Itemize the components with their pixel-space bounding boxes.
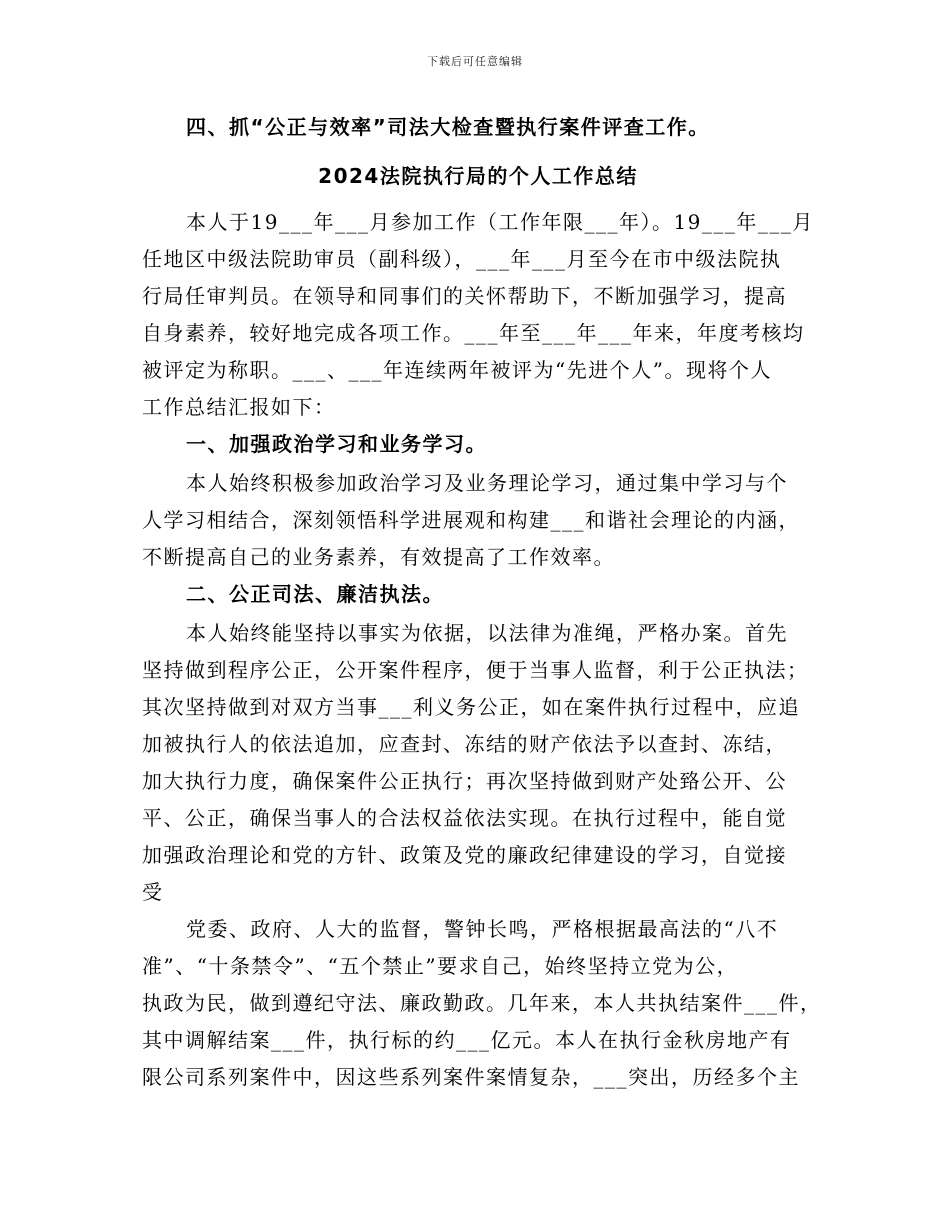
body-line: 其中调解结案___件，执行标的约___亿元。本人在执行金秋房地产有 — [142, 1028, 792, 1052]
body-line: 本人始终能坚持以事实为依据，以法律为准绳，严格办案。首先 — [186, 621, 788, 645]
body-line: 自身素养，较好地完成各项工作。___年至___年___年来，年度考核均 — [142, 321, 805, 345]
body-line: 其次坚持做到对双方当事___利义务公正，如在案件执行过程中，应追 — [142, 695, 800, 719]
body-line: 坚持做到程序公正，公开案件程序，便于当事人监督，利于公正执法； — [142, 658, 809, 682]
page-header: 下载后可任意编辑 — [427, 55, 523, 68]
section-one-heading: 一、加强政治学习和业务学习。 — [186, 432, 487, 456]
body-line: 加被执行人的依法追加，应查封、冻结的财产依法予以查封、冻结， — [142, 732, 787, 756]
body-line: 工作总结汇报如下： — [142, 395, 336, 419]
body-line: 行局任审判员。在领导和同事们的关怀帮助下，不断加强学习，提高 — [142, 284, 787, 308]
document-title: 2024法院执行局的个人工作总结 — [318, 164, 638, 188]
body-line: 执政为民，做到遵纪守法、廉政勤政。几年来，本人共执结案件___件， — [142, 991, 822, 1015]
body-line: 党委、政府、人大的监督，警钟长鸣，严格根据最高法的“八不 — [186, 917, 779, 941]
body-line: 平、公正，确保当事人的合法权益依法实现。在执行过程中，能自觉 — [142, 806, 787, 830]
section-four-heading: 四、抓“公正与效率”司法大检查暨执行案件评查工作。 — [186, 115, 710, 139]
body-line: 不断提高自己的业务素养，有效提高了工作效率。 — [142, 545, 615, 569]
section-two-heading: 二、公正司法、廉洁执法。 — [186, 582, 444, 606]
body-line: 加大执行力度，确保案件公正执行；再次坚持做到财产处臵公开、公 — [142, 769, 787, 793]
body-line: 被评定为称职。___、___年连续两年被评为“先进个人”。现将个人 — [142, 358, 772, 382]
body-line: 人学习相结合，深刻领悟科学进展观和构建___和谐社会理论的内涵， — [142, 508, 800, 532]
body-line: 任地区中级法院助审员（副科级），___年___月至今在市中级法院执 — [142, 247, 782, 271]
body-line: 加强政治理论和党的方针、政策及党的廉政纪律建设的学习，自觉接 — [142, 843, 787, 867]
body-line: 本人于19___年___月参加工作（工作年限___年）。19___年___月 — [186, 210, 814, 234]
body-line: 限公司系列案件中，因这些系列案件案情复杂，___突出，历经多个主 — [142, 1065, 800, 1089]
body-line: 本人始终积极参加政治学习及业务理论学习，通过集中学习与个 — [186, 471, 788, 495]
body-line: 受 — [142, 880, 164, 904]
body-line: 准”、“十条禁令”、“五个禁止”要求自己，始终坚持立党为公， — [142, 954, 739, 978]
